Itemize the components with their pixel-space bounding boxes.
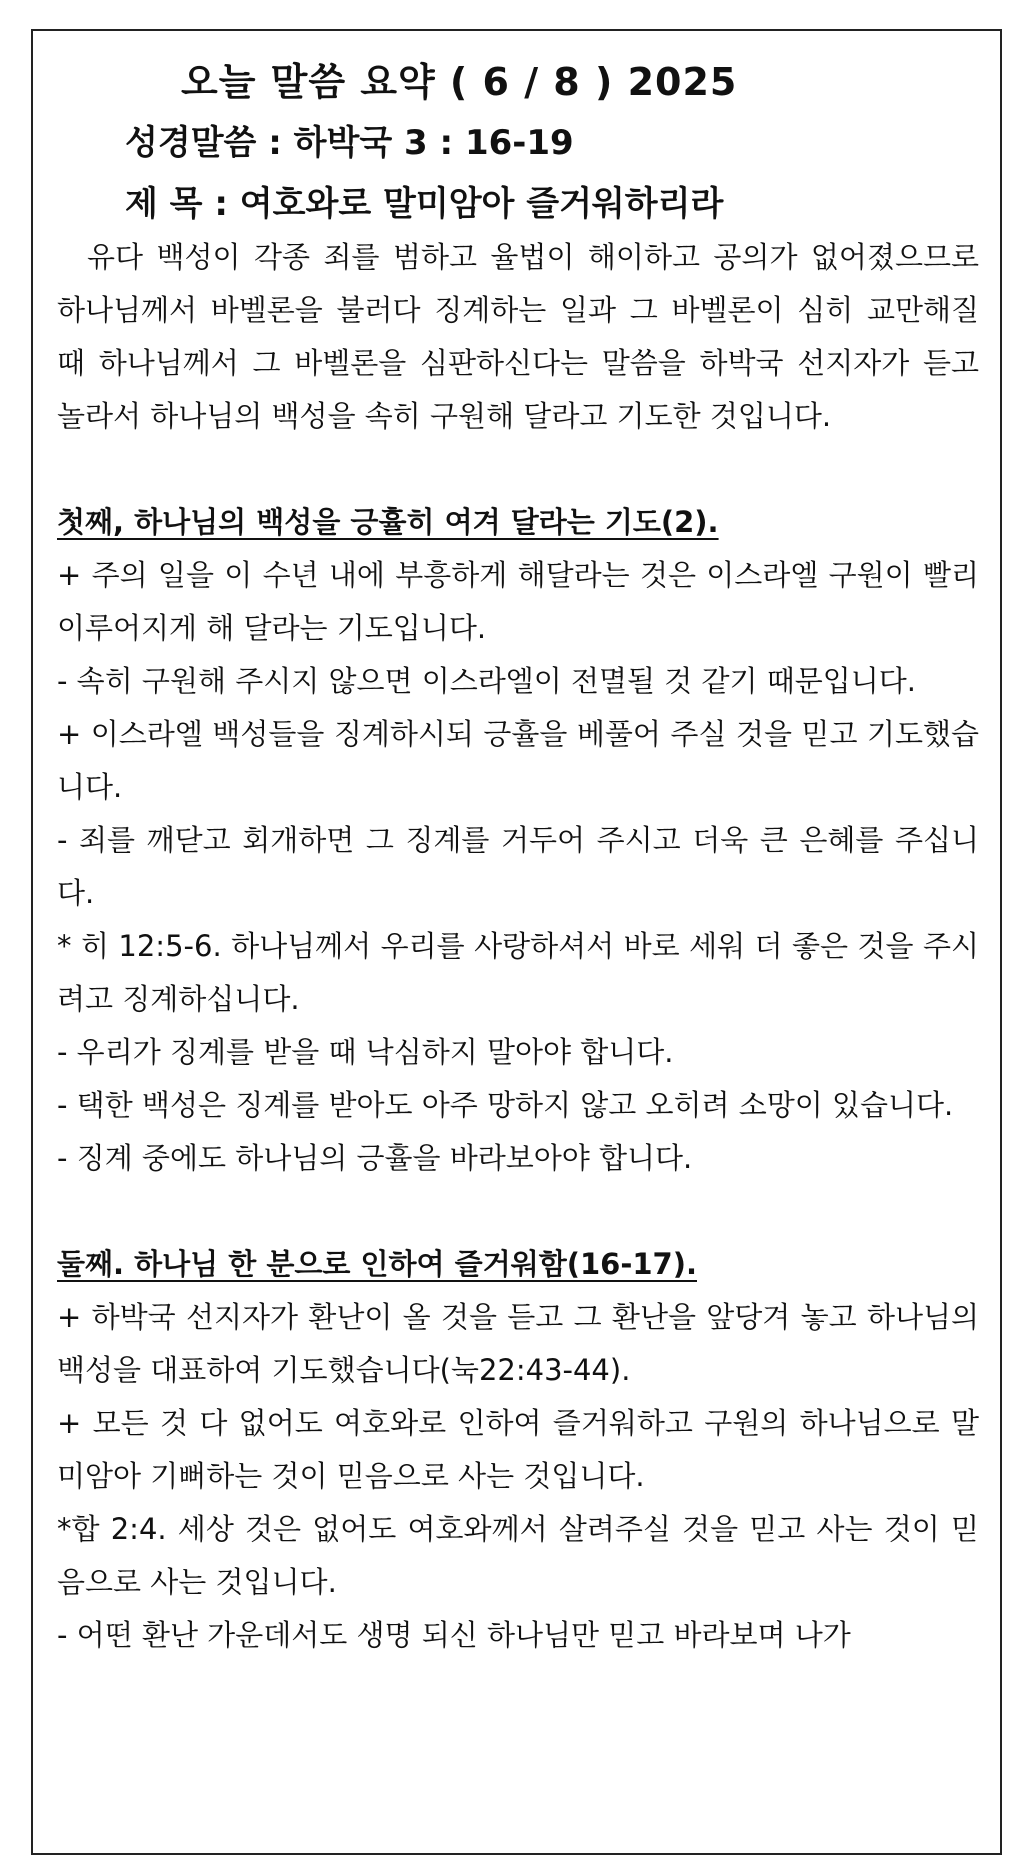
section-heading: 첫째, 하나님의 백성을 긍휼히 여겨 달라는 기도(2). xyxy=(57,505,719,539)
page-title: 오늘 말씀 요약 ( 6 / 8 ) 2025 xyxy=(181,60,738,104)
list-item: - 죄를 깨닫고 회개하면 그 징계를 거두어 주시고 더욱 큰 은혜를 주십니다. xyxy=(57,823,979,910)
list-item: + 이스라엘 백성들을 징계하시되 긍휼을 베풀어 주실 것을 믿고 기도했습니다. xyxy=(57,717,979,804)
list-item: *합 2:4. 세상 것은 없어도 여호와께서 살려주실 것을 믿고 사는 것이 믿음으로 사는 것입니다. xyxy=(57,1512,979,1599)
list-item: + 모든 것 다 없어도 여호와로 인하여 즐거워하고 구원의 하나님으로 말미암아 기뻐하는 것이 믿음으로 사는 것입니다. xyxy=(57,1406,979,1493)
list-item: + 주의 일을 이 수년 내에 부흥하게 해달라는 것은 이스라엘 구원이 빨리 이루어지게 해 달라는 기도입니다. xyxy=(57,558,979,645)
sermon-subject: 제 목 : 여호와로 말미암아 즐거워하리라 xyxy=(125,184,724,224)
list-item: - 우리가 징계를 받을 때 낙심하지 말아야 합니다. xyxy=(57,1035,674,1069)
list-item: - 속히 구원해 주시지 않으면 이스라엘이 전멸될 것 같기 때문입니다. xyxy=(57,664,917,698)
section-second xyxy=(57,1238,979,1662)
sermon-body xyxy=(57,231,979,1662)
spacer xyxy=(57,1185,979,1238)
list-item: + 하박국 선지자가 환난이 올 것을 듣고 그 환난을 앞당겨 놓고 하나님의 백성을 대표하여 기도했습니다(눅22:43-44). xyxy=(57,1300,979,1387)
list-item: * 히 12:5-6. 하나님께서 우리를 사랑하셔서 바로 세워 더 좋은 것을 주시려고 징계하십니다. xyxy=(57,929,979,1016)
scripture-reference: 성경말씀 : 하박국 3 : 16-19 xyxy=(125,123,574,163)
section-first xyxy=(57,496,979,1185)
document-frame xyxy=(31,29,1002,1855)
intro-paragraph: 유다 백성이 각종 죄를 범하고 율법이 해이하고 공의가 없어졌으므로 하나님께서 바벨론을 불러다 징계하는 일과 그 바벨론이 심히 교만해질 때 하나님께서 그 바벨론을 심판하신다는 말씀을 하박국 선지자가 듣고 놀라서 하나님의 백성을 속히 구원해 달라고 기도한 것입니다. xyxy=(57,240,979,433)
section-heading: 둘째. 하나님 한 분으로 인하여 즐거워함(16-17). xyxy=(57,1247,697,1281)
list-item: - 어떤 환난 가운데서도 생명 되신 하나님만 믿고 바라보며 나가 xyxy=(57,1618,851,1652)
list-item: - 징계 중에도 하나님의 긍휼을 바라보아야 합니다. xyxy=(57,1141,693,1175)
list-item: - 택한 백성은 징계를 받아도 아주 망하지 않고 오히려 소망이 있습니다. xyxy=(57,1088,954,1122)
spacer xyxy=(57,443,979,496)
